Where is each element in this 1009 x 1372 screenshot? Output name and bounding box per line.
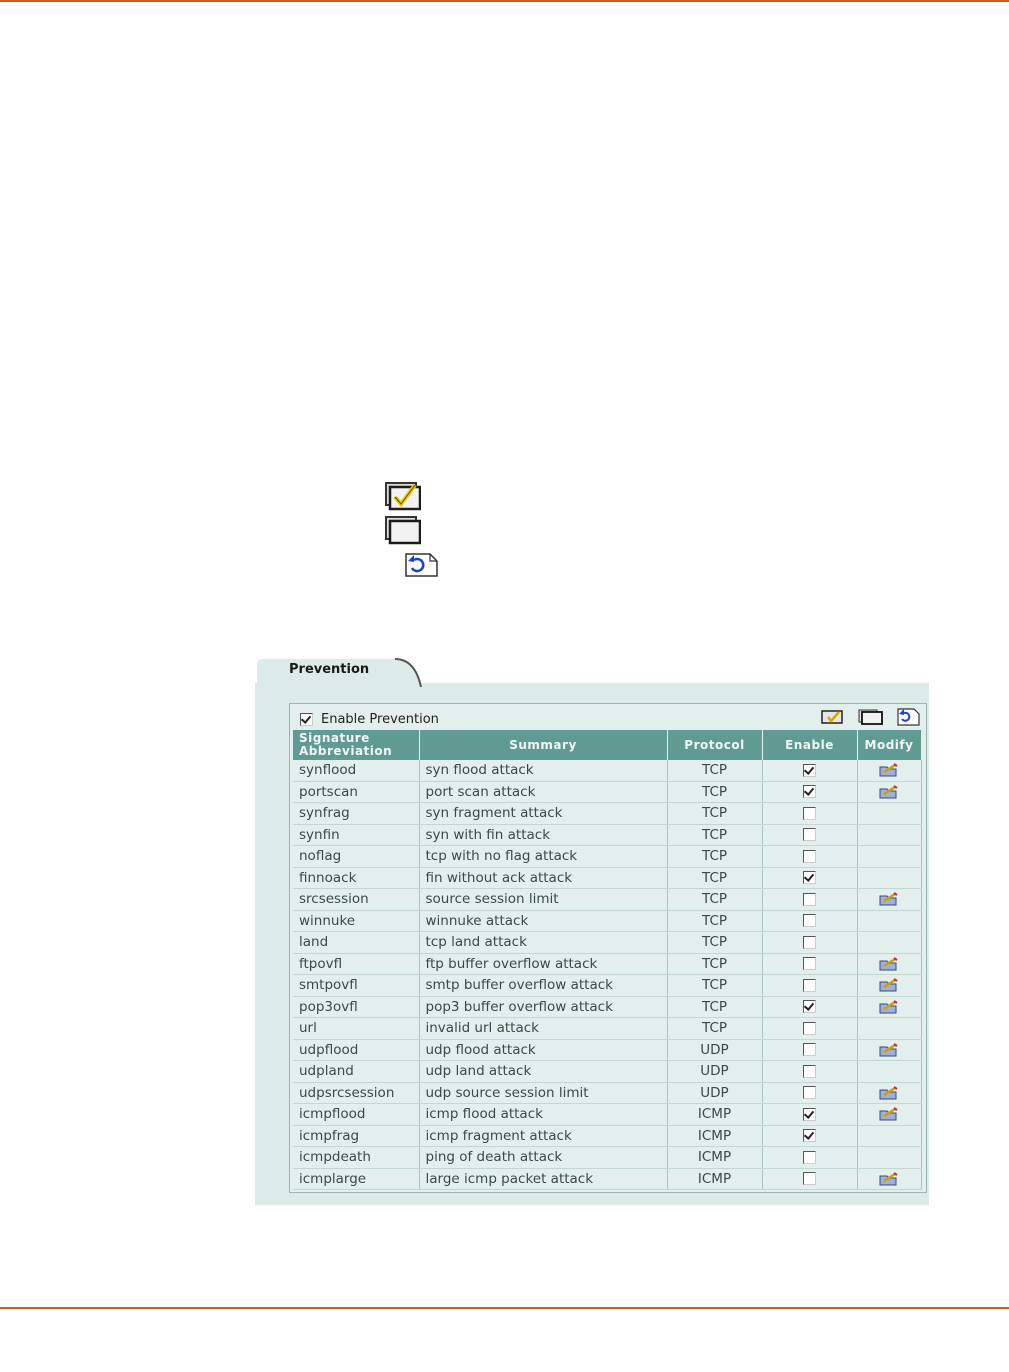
signature-summary: udp source session limit [419,1082,667,1104]
enable-cell [762,1125,857,1147]
signature-protocol: TCP [667,953,762,975]
signature-abbreviation: url [293,1018,419,1040]
enable-cell [762,824,857,846]
signature-abbreviation: synfrag [293,803,419,825]
enable-cell [762,781,857,803]
column-header-enable: Enable [762,730,857,760]
signature-protocol: ICMP [667,1104,762,1126]
table-row [293,867,921,889]
modify-icon[interactable] [879,1107,899,1121]
modify-icon[interactable] [879,957,899,971]
modify-cell [857,803,921,825]
disable-all-icon [385,515,421,545]
column-header-abbreviation [293,730,419,760]
enable-cell [762,846,857,868]
signature-protocol: ICMP [667,1168,762,1190]
modify-cell [857,1168,921,1190]
signature-protocol: TCP [667,910,762,932]
enable-checkbox[interactable] [803,979,816,992]
enable-cell [762,1147,857,1169]
enable-all-icon [385,481,421,511]
modify-cell [857,1039,921,1061]
enable-checkbox[interactable] [803,1086,816,1099]
modify-cell [857,1125,921,1147]
bottom-rule [0,1307,1009,1309]
enable-checkbox[interactable] [803,785,816,798]
enable-all-button[interactable] [820,708,846,726]
enable-checkbox[interactable] [803,807,816,820]
table-row [293,910,921,932]
enable-prevention-label: Enable Prevention [321,712,439,727]
signature-abbreviation: winnuke [293,910,419,932]
table-row [293,1061,921,1083]
enable-checkbox[interactable] [803,850,816,863]
signature-abbreviation: icmplarge [293,1168,419,1190]
signature-abbreviation: pop3ovfl [293,996,419,1018]
enable-checkbox[interactable] [803,1000,816,1013]
reset-icon [404,552,440,578]
enable-checkbox[interactable] [803,1043,816,1056]
table-row [293,975,921,997]
toolbar-icons [820,708,922,726]
toolbar [290,704,926,730]
table-row [293,1018,921,1040]
enable-cell [762,803,857,825]
signature-protocol: UDP [667,1039,762,1061]
signature-summary: smtp buffer overflow attack [419,975,667,997]
enable-checkbox[interactable] [803,936,816,949]
signature-summary: udp flood attack [419,1039,667,1061]
modify-cell [857,824,921,846]
signature-summary: udp land attack [419,1061,667,1083]
signature-abbreviation: noflag [293,846,419,868]
table-row [293,824,921,846]
enable-checkbox[interactable] [803,1172,816,1185]
modify-cell [857,1018,921,1040]
enable-checkbox[interactable] [803,828,816,841]
modify-icon[interactable] [879,1000,899,1014]
modify-cell [857,760,921,781]
signature-protocol: TCP [667,803,762,825]
modify-icon[interactable] [879,763,899,777]
signature-abbreviation: smtpovfl [293,975,419,997]
enable-checkbox[interactable] [803,1108,816,1121]
signature-protocol: TCP [667,846,762,868]
signature-protocol: TCP [667,781,762,803]
signature-summary: syn with fin attack [419,824,667,846]
modify-cell [857,910,921,932]
enable-cell [762,932,857,954]
table-row [293,996,921,1018]
signature-summary: large icmp packet attack [419,1168,667,1190]
table-row [293,781,921,803]
signature-abbreviation: icmpdeath [293,1147,419,1169]
signature-protocol: UDP [667,1061,762,1083]
signature-summary: tcp with no flag attack [419,846,667,868]
enable-cell [762,760,857,781]
enable-cell [762,1082,857,1104]
signature-protocol: TCP [667,889,762,911]
signature-abbreviation: udpflood [293,1039,419,1061]
signature-abbreviation: finnoack [293,867,419,889]
enable-prevention-checkbox[interactable] [300,713,313,726]
signature-abbreviation: srcsession [293,889,419,911]
modify-icon[interactable] [879,892,899,906]
enable-cell [762,910,857,932]
signature-abbreviation: land [293,932,419,954]
column-header-summary: Summary [419,730,667,760]
modify-icon[interactable] [879,1086,899,1100]
signature-summary: fin without ack attack [419,867,667,889]
signature-summary: source session limit [419,889,667,911]
signature-abbreviation: icmpflood [293,1104,419,1126]
enable-checkbox[interactable] [803,1129,816,1142]
signature-summary: pop3 buffer overflow attack [419,996,667,1018]
signature-table [293,730,922,1190]
modify-cell [857,889,921,911]
tab-label: Prevention [289,662,370,677]
table-row [293,1039,921,1061]
table-row [293,1125,921,1147]
table-row [293,1168,921,1190]
enable-cell [762,1104,857,1126]
abbr-header-line2: Abbreviation [299,744,393,758]
signature-abbreviation: synfin [293,824,419,846]
signature-summary: winnuke attack [419,910,667,932]
signature-protocol: UDP [667,1082,762,1104]
enable-cell [762,996,857,1018]
prevention-panel [255,657,929,1205]
modify-icon[interactable] [879,978,899,992]
modify-cell [857,781,921,803]
table-row [293,953,921,975]
modify-cell [857,932,921,954]
table-header-row [293,730,921,760]
reset-button[interactable] [896,708,922,726]
signature-protocol: TCP [667,996,762,1018]
signature-abbreviation: ftpovfl [293,953,419,975]
enable-cell [762,1168,857,1190]
enable-cell [762,1018,857,1040]
signature-summary: syn fragment attack [419,803,667,825]
modify-icon[interactable] [879,785,899,799]
signature-summary: syn flood attack [419,760,667,781]
signature-summary: icmp flood attack [419,1104,667,1126]
enable-cell [762,1039,857,1061]
disable-all-button[interactable] [858,708,884,726]
signature-summary: invalid url attack [419,1018,667,1040]
signature-abbreviation: synflood [293,760,419,781]
column-header-protocol: Protocol [667,730,762,760]
signature-protocol: TCP [667,760,762,781]
modify-cell [857,1082,921,1104]
modify-icon[interactable] [879,1172,899,1186]
modify-cell [857,1104,921,1126]
modify-cell [857,867,921,889]
table-row [293,889,921,911]
abbr-header-line1: Signature [299,731,370,745]
modify-cell [857,975,921,997]
signature-summary: icmp fragment attack [419,1125,667,1147]
table-row [293,1147,921,1169]
table-row [293,760,921,781]
table-row [293,1082,921,1104]
enable-checkbox[interactable] [803,1065,816,1078]
signature-summary: ftp buffer overflow attack [419,953,667,975]
enable-checkbox[interactable] [803,1151,816,1164]
tab-prevention[interactable] [255,657,425,687]
signature-abbreviation: udpland [293,1061,419,1083]
enable-cell [762,953,857,975]
enable-checkbox[interactable] [803,871,816,884]
enable-cell [762,867,857,889]
enable-checkbox[interactable] [803,764,816,777]
table-row [293,932,921,954]
signature-abbreviation: portscan [293,781,419,803]
signature-summary: ping of death attack [419,1147,667,1169]
table-row [293,1104,921,1126]
enable-prevention-control [300,712,439,727]
table-row [293,846,921,868]
signature-protocol: ICMP [667,1147,762,1169]
enable-checkbox[interactable] [803,914,816,927]
signature-abbreviation: udpsrcsession [293,1082,419,1104]
signature-protocol: TCP [667,975,762,997]
signature-abbreviation: icmpfrag [293,1125,419,1147]
modify-cell [857,1061,921,1083]
enable-cell [762,1061,857,1083]
enable-checkbox[interactable] [803,957,816,970]
top-rule [0,0,1009,2]
modify-cell [857,1147,921,1169]
signature-protocol: ICMP [667,1125,762,1147]
enable-cell [762,975,857,997]
signature-list-frame [289,703,927,1193]
column-header-modify: Modify [857,730,921,760]
modify-cell [857,846,921,868]
signature-summary: port scan attack [419,781,667,803]
modify-icon[interactable] [879,1043,899,1057]
signature-protocol: TCP [667,867,762,889]
signature-protocol: TCP [667,1018,762,1040]
modify-cell [857,996,921,1018]
signature-protocol: TCP [667,824,762,846]
signature-protocol: TCP [667,932,762,954]
enable-checkbox[interactable] [803,893,816,906]
table-row [293,803,921,825]
enable-cell [762,889,857,911]
enable-checkbox[interactable] [803,1022,816,1035]
signature-summary: tcp land attack [419,932,667,954]
modify-cell [857,953,921,975]
